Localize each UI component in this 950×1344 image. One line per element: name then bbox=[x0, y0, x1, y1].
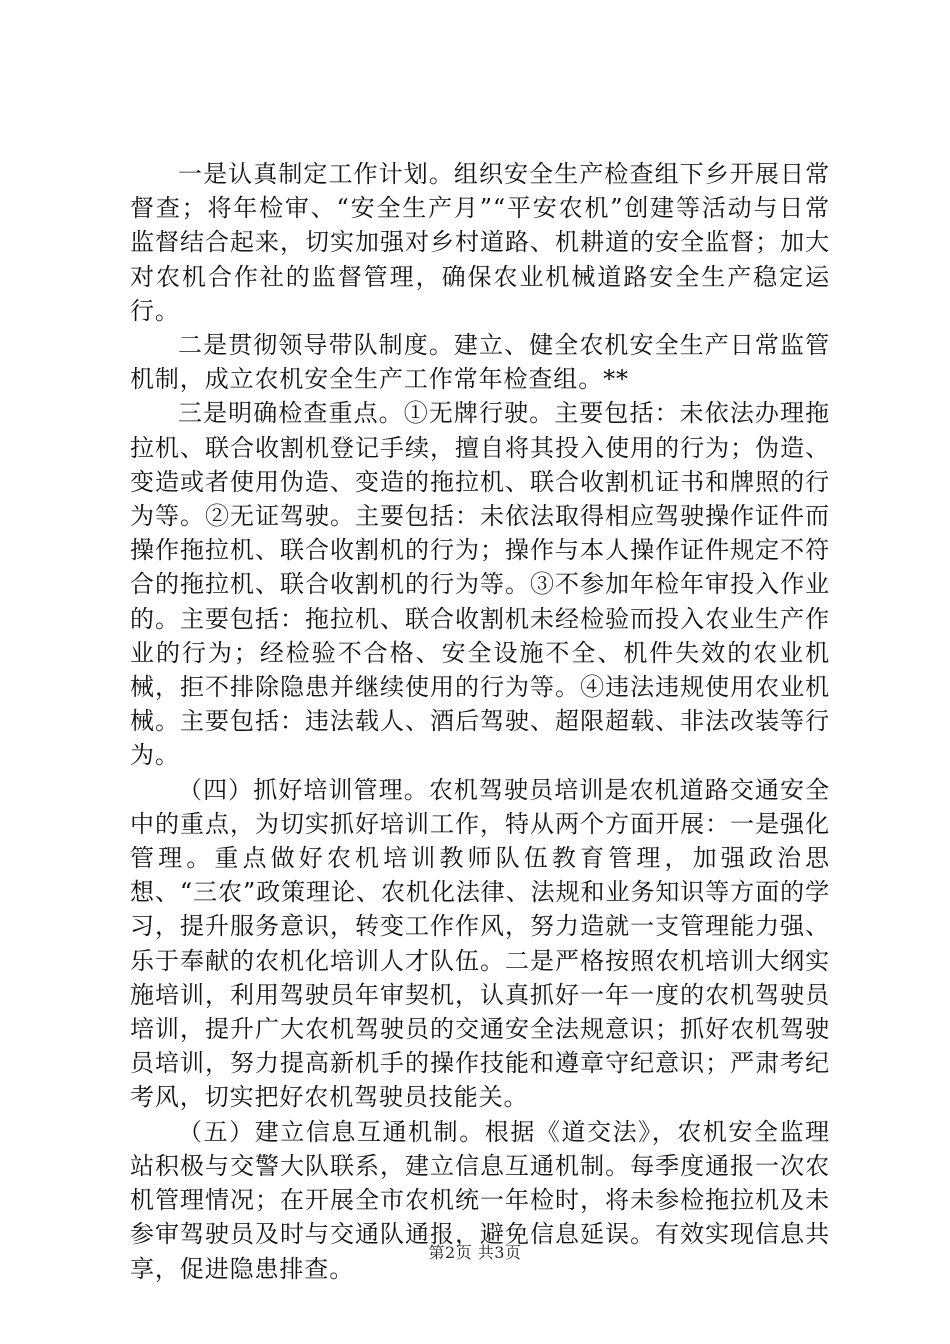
paragraph-2: 二是贯彻领导带队制度。建立、健全农机安全生产日常监管机制，成立农机安全生产工作常年检查组。** bbox=[130, 331, 830, 394]
paragraph-1: 一是认真制定工作计划。组织安全生产检查组下乡开展日常督查；将年检审、“安全生产月”“平安农机”创建等活动与日常监督结合起来，切实加强对乡村道路、机耕道的安全监督；加大对农机合作社的监督管理，确保农业机械道路安全生产稳定运行。 bbox=[130, 160, 830, 325]
page-number-footer: 第2页 共3页 bbox=[428, 1243, 522, 1262]
document-body bbox=[130, 157, 830, 1286]
paragraph-3: 三是明确检查重点。①无牌行驶。主要包括：未依法办理拖拉机、联合收割机登记手续，擅自将其投入使用的行为；伪造、变造或者使用伪造、变造的拖拉机、联合收割机证书和牌照的行为等。②无证驾驶。主要包括：未依法取得相应驾驶操作证件而操作拖拉机、联合收割机的行为；操作与本人操作证件规定不符合的拖拉机、联合收割机的行为等。③不参加年检年审投入作业的。主要包括：拖拉机、联合收割机未经检验而投入农业生产作业的行为；经检验不合格、安全设施不全、机件失效的农业机械，拒不排除隐患并继续使用的行为等。④违法违规使用农业机械。主要包括：违法载人、酒后驾驶、超限超载、非法改装等行为。 bbox=[130, 399, 830, 770]
paragraph-4: （四）抓好培训管理。农机驾驶员培训是农机道路交通安全中的重点，为切实抓好培训工作，特从两个方面开展：一是强化管理。重点做好农机培训教师队伍教育管理，加强政治思想、“三农”政策理论、农机化法律、法规和业务知识等方面的学习，提升服务意识，转变工作作风，努力造就一支管理能力强、乐于奉献的农机化培训人才队伍。二是严格按照农机培训大纲实施培训，利用驾驶员年审契机，认真抓好一年一度的农机驾驶员培训，提升广大农机驾驶员的交通安全法规意识；抓好农机驾驶员培训，努力提高新机手的操作技能和遵章守纪意识；严肃考纪考风，切实把好农机驾驶员技能关。 bbox=[130, 775, 830, 1112]
paragraph-5: （五）建立信息互通机制。根据《道交法》，农机安全监理站积极与交警大队联系，建立信息互通机制。每季度通报一次农机管理情况；在开展全市农机统一年检时，将未参检拖拉机及未参审驾驶员及时与交通队通报，避免信息延误。有效实现信息共享，促进隐患排查。 bbox=[130, 1117, 830, 1283]
